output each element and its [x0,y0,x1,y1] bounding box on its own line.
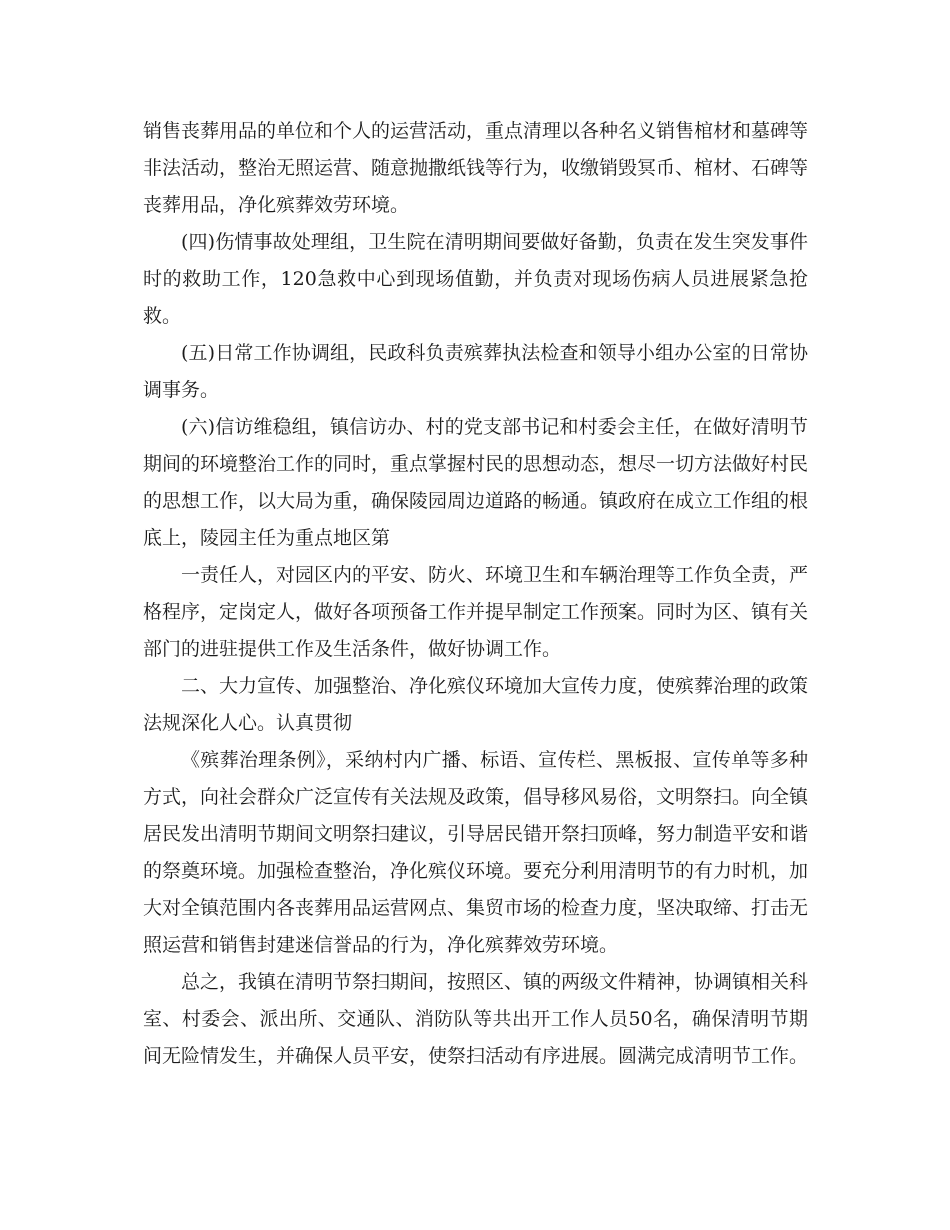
paragraph-daily-coordination-group: (五)日常工作协调组，民政科负责殡葬执法检查和领导小组办公室的日常协调事务。 [143,342,808,401]
paragraph-injury-accident-group: (四)伤情事故处理组，卫生院在清明期间要做好备勤，负责在发生突发事件时的救助工作，120急救中心到现场值勤，并负责对现场伤病人员进展紧急抢救。 [143,231,808,327]
paragraph-petition-stability-group: (六)信访维稳组，镇信访办、村的党支部书记和村委会主任，在做好清明节期间的环境整治工作的同时，重点掌握村民的思想动态，想尽一切方法做好村民的思想工作，以大局为重，确保陵园周边道路的畅通。镇政府在成立工作组的根底上，陵园主任为重点地区第 [143,416,809,549]
paragraph-funeral-regulations-publicity: 《殡葬治理条例》，采纳村内广播、标语、宣传栏、黑板报、宣传单等多种方式，向社会群众广泛宣传有关法规及政策，倡导移风易俗，文明祭扫。向全镇居民发出清明节期间文明祭扫建议，引导居民错开祭扫顶峰，努力制造平安和谐的祭奠环境。加强检查整治，净化殡仪环境。要充分利用清明节的有力时机，加大对全镇范围内各丧葬用品运营网点、集贸市场的检查力度，坚决取缔、打击无照运营和销售封建迷信誉品的行为，净化殡葬效劳环境。 [143,749,809,956]
paragraph-section-two-heading: 二、大力宣传、加强整治、净化殡仪环境加大宣传力度，使殡葬治理的政策法规深化人心。认真贯彻 [143,675,809,734]
paragraph-conclusion: 总之，我镇在清明节祭扫期间，按照区、镇的两级文件精神，协调镇相关科室、村委会、派出所、交通队、消防队等共出开工作人员50名，确保清明节期间无险情发生，并确保人员平安，使祭扫活动有序进展。圆满完成清明节工作。 [143,971,809,1067]
document-body [143,113,808,1075]
paragraph-funeral-goods-cleanup: 销售丧葬用品的单位和个人的运营活动，重点清理以各种名义销售棺材和墓碑等非法活动，整治无照运营、随意抛撒纸钱等行为，收缴销毁冥币、棺材、石碑等丧葬用品，净化殡葬效劳环境。 [143,120,809,216]
paragraph-first-responsible-person: 一责任人，对园区内的平安、防火、环境卫生和车辆治理等工作负全责，严格程序，定岗定人，做好各项预备工作并提早制定工作预案。同时为区、镇有关部门的进驻提供工作及生活条件，做好协调工作。 [143,564,809,660]
